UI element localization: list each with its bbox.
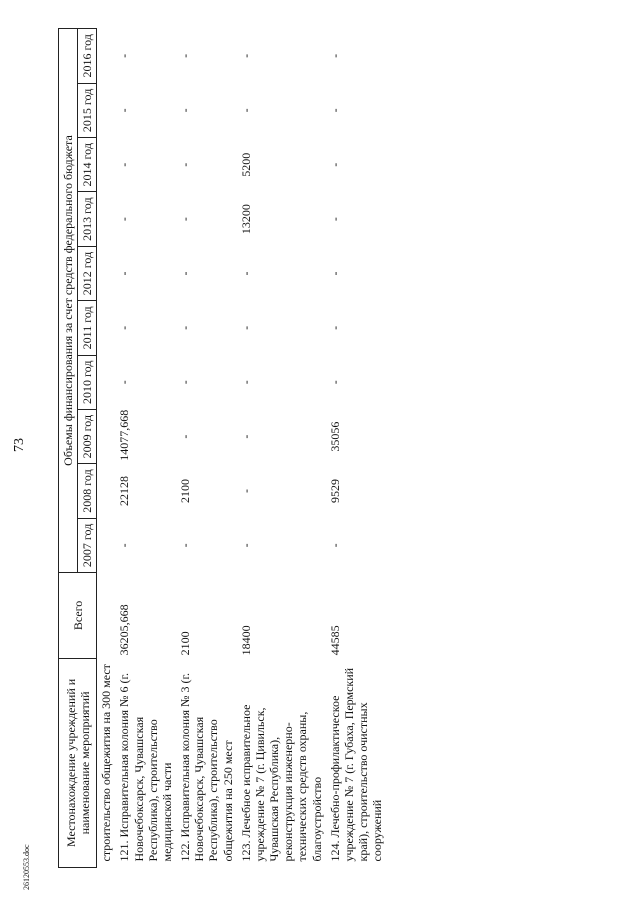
- row-value: -: [327, 543, 342, 548]
- row-value: -: [238, 434, 253, 439]
- header-year: 2014 год: [78, 138, 97, 192]
- footer-document-code: 26120553.doc: [22, 844, 31, 890]
- row-value: -: [238, 53, 253, 58]
- row-value: -: [178, 108, 193, 113]
- table-row: [237, 29, 326, 868]
- header-total: Всего: [59, 573, 97, 659]
- row-value: -: [327, 108, 342, 113]
- row-value: 2100: [178, 478, 193, 503]
- row-name: 122. Исправительная колония № 3 (г. Новочебоксарск, Чувашская Республика), строительство общежития на 250 мест: [178, 672, 235, 862]
- row-value: 9529: [327, 478, 342, 503]
- row-value: [97, 83, 116, 137]
- table-row: [97, 29, 116, 868]
- row-value: -: [327, 325, 342, 330]
- row-value: -: [117, 325, 132, 330]
- row-total: [97, 573, 116, 659]
- row-value: -: [178, 380, 193, 385]
- row-name: строительство общежития на 300 мест: [99, 664, 114, 862]
- row-value: -: [117, 53, 132, 58]
- rotated-table-container: [58, 28, 640, 868]
- row-value: [97, 409, 116, 463]
- row-total: 2100: [178, 631, 193, 656]
- row-value: [97, 29, 116, 84]
- row-value: -: [117, 108, 132, 113]
- row-value: -: [117, 217, 132, 222]
- row-value: -: [117, 543, 132, 548]
- row-value: -: [238, 488, 253, 493]
- table-row: [326, 29, 387, 868]
- header-year: 2012 год: [78, 246, 97, 300]
- header-location: Местонахождение учреждений и наименование мероприятий: [59, 658, 97, 867]
- row-value: [97, 518, 116, 572]
- row-value: [97, 355, 116, 409]
- header-year: 2011 год: [78, 301, 97, 355]
- header-year: 2009 год: [78, 409, 97, 463]
- row-value: [97, 138, 116, 192]
- header-year: 2016 год: [78, 29, 97, 84]
- row-value: 5200: [238, 152, 253, 177]
- row-value: [97, 464, 116, 518]
- row-value: -: [178, 325, 193, 330]
- row-value: -: [178, 217, 193, 222]
- row-total: 18400: [238, 625, 253, 656]
- row-value: -: [117, 162, 132, 167]
- row-value: -: [327, 271, 342, 276]
- row-value: -: [178, 53, 193, 58]
- row-value: -: [117, 271, 132, 276]
- row-value: -: [327, 217, 342, 222]
- header-year: 2008 год: [78, 464, 97, 518]
- row-value: -: [327, 162, 342, 167]
- row-name: 121. Исправительная колония № 6 (г. Новочебоксарск, Чувашская Республика), строительство медицинской части: [117, 672, 174, 862]
- row-value: -: [178, 162, 193, 167]
- row-value: -: [178, 543, 193, 548]
- row-value: 14077,668: [117, 409, 132, 461]
- header-year: 2015 год: [78, 83, 97, 137]
- row-total: 44585: [327, 625, 342, 656]
- row-total: 36205,668: [117, 604, 132, 656]
- row-name: 124. Лечебно-профилактическое учреждение № 7 (г. Губаха, Пермский край), строительство очистных сооружений: [327, 667, 385, 862]
- table-header: [59, 29, 97, 868]
- funding-table: [58, 28, 386, 868]
- row-value: -: [238, 325, 253, 330]
- row-value: [97, 301, 116, 355]
- row-value: -: [238, 271, 253, 276]
- row-value: -: [238, 108, 253, 113]
- row-value: -: [117, 380, 132, 385]
- header-year: 2007 год: [78, 518, 97, 572]
- header-year: 2010 год: [78, 355, 97, 409]
- row-value: 13200: [238, 204, 253, 235]
- table-row: [176, 29, 237, 868]
- row-value: [97, 192, 116, 246]
- row-value: 35056: [327, 421, 342, 452]
- row-value: 22128: [117, 475, 132, 506]
- header-year: 2013 год: [78, 192, 97, 246]
- row-value: -: [178, 271, 193, 276]
- row-value: -: [238, 543, 253, 548]
- row-name: 123. Лечебное исправительное учреждение № 7 (г. Цивильск, Чувашская Республика), реконструкция инженерно-технических средств охраны, благоустройство: [238, 704, 324, 862]
- row-value: [97, 246, 116, 300]
- header-funding-group: Объемы финансирования за счет средств федерального бюджета: [59, 29, 78, 573]
- row-value: -: [327, 53, 342, 58]
- table-row: [115, 29, 176, 868]
- row-value: -: [178, 434, 193, 439]
- row-value: -: [327, 380, 342, 385]
- row-value: -: [238, 380, 253, 385]
- page-number: 73: [12, 438, 27, 452]
